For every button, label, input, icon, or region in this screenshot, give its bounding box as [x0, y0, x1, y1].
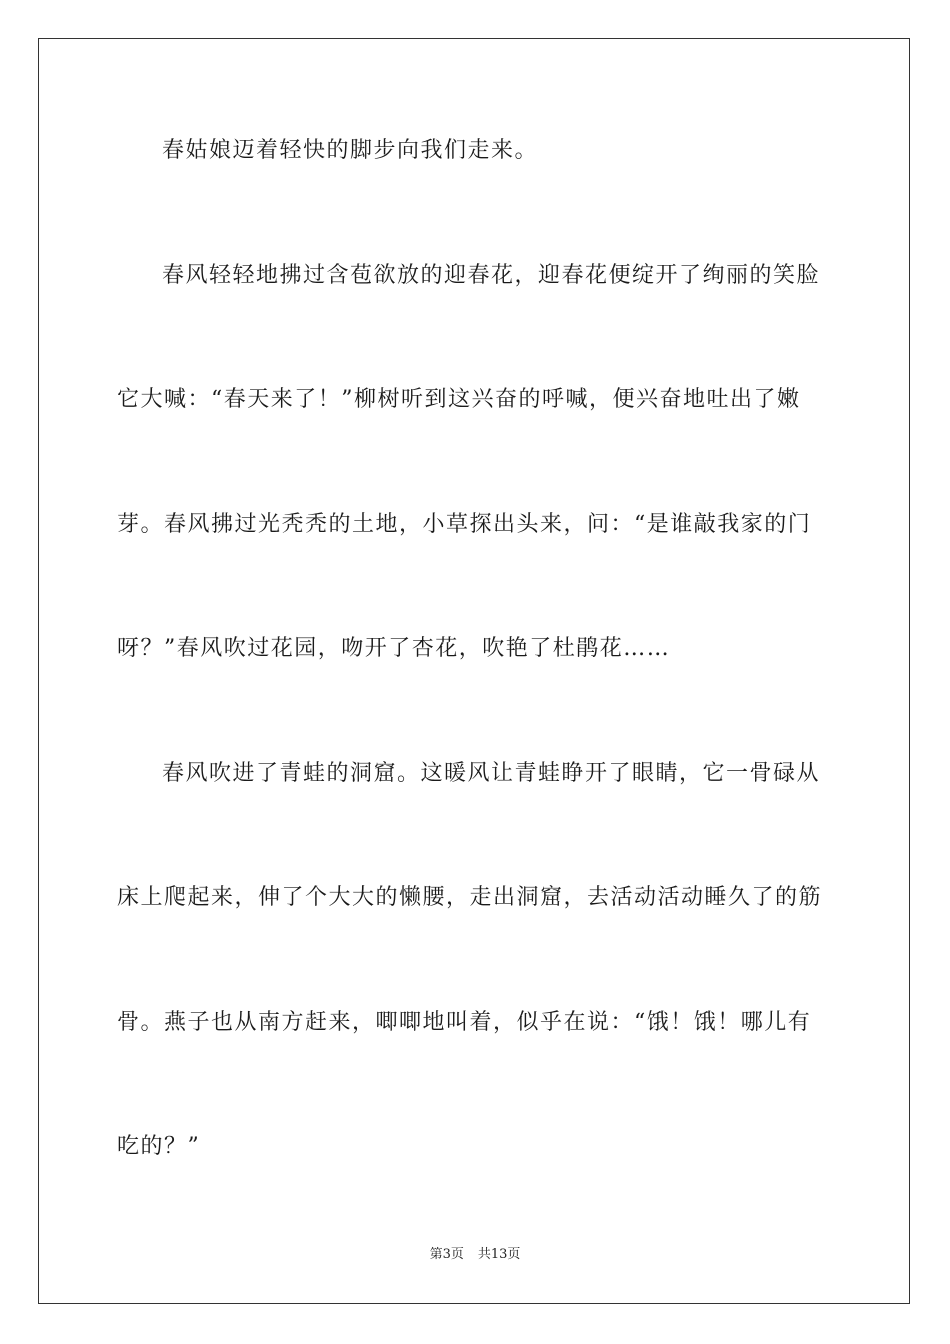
paragraph-line: 春风轻轻地拂过含苞欲放的迎春花，迎春花便绽开了绚丽的笑脸 — [162, 263, 821, 288]
page-border — [38, 38, 910, 1304]
paragraph-line: 吃的？” — [117, 1134, 201, 1159]
paragraph-line: 春姑娘迈着轻快的脚步向我们走来。 — [162, 138, 539, 163]
paragraph-line: 春风吹进了青蛙的洞窟。这暖风让青蛙睁开了眼睛，它一骨碌从 — [162, 761, 821, 786]
paragraph-line: 芽。春风拂过光秃秃的土地，小草探出头来，问：“是谁敲我家的门 — [117, 512, 812, 537]
paragraph-line: 骨。燕子也从南方赶来，唧唧地叫着，似乎在说：“饿！饿！哪儿有 — [117, 1010, 812, 1035]
paragraph-line: 呀？”春风吹过花园，吻开了杏花，吹艳了杜鹃花…… — [117, 636, 671, 661]
page-total: 共13页 — [477, 1247, 521, 1262]
page-footer — [0, 1246, 950, 1264]
page-number: 第3页 — [429, 1247, 464, 1262]
paragraph-line: 它大喊：“春天来了！”柳树听到这兴奋的呼喊，便兴奋地吐出了嫩 — [117, 387, 801, 412]
paragraph-line: 床上爬起来，伸了个大大的懒腰，走出洞窟，去活动活动睡久了的筋 — [117, 885, 823, 910]
